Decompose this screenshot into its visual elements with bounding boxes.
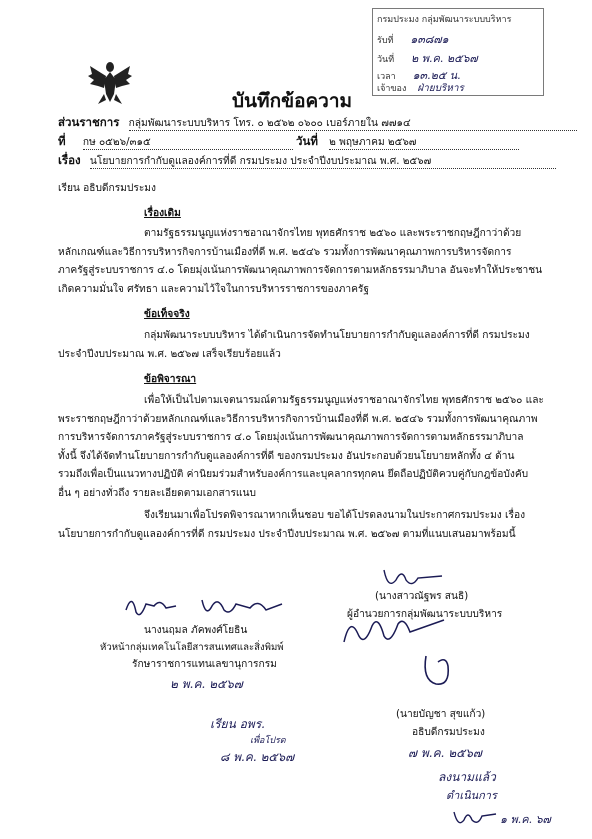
text-line: ทั้งนี้ จึงได้จัดทำนโยบายการกำกับดูแลองค์การที่ดี ของกรมประมง อันประกอบด้วยนโยบายหลักทั้ง ๔ ด้าน — [58, 450, 515, 462]
closing-text — [58, 507, 534, 544]
stamp-time-value: ๑๓.๒๕ น. — [412, 69, 461, 82]
note-left-date: ๘ พ.ค. ๒๕๖๗ — [220, 750, 295, 764]
left-signer-name: นางนฤมล ภัคพงศ์โยธิน — [144, 625, 248, 636]
dg-title: อธิบดีกรมประมง — [412, 727, 485, 738]
dg-name: (นายบัญชา สุขแก้ว) — [396, 709, 486, 720]
text-line: ภาครัฐสู่ระบบราชการ ๔.๐ โดยมุ่งเน้นการพัฒนาคุณภาพการจัดการตามหลักธรรมาภิบาล อันจะทำให้ประชาชน — [58, 265, 543, 276]
note-right-2: ดำเนินการ — [446, 789, 497, 802]
text-line: ประจำปีงบประมาณ พ.ศ. ๒๕๖๗ เสร็จเรียบร้อยแล้ว — [58, 348, 281, 360]
agency-label: ส่วนราชการ — [58, 115, 120, 129]
text-line: หลักเกณฑ์และวิธีการบริหารกิจการบ้านเมืองที่ดี พ.ศ. ๒๕๔๖ รวมทั้งการพัฒนาคุณภาพการบริหารจัดการ — [58, 246, 512, 258]
text-line: เกิดความมั่นใจ ศรัทธา และความไว้ใจในการบริหารราชการของภาครัฐ — [58, 283, 369, 295]
ref-label: ที่ — [58, 134, 66, 148]
stamp-recv-value: ๑๓๘๗๑ — [410, 33, 449, 46]
section-background-text — [58, 225, 543, 299]
stamp-time-label: เวลา — [377, 72, 396, 82]
note-right-date: ๑ พ.ค. ๖๗ — [500, 813, 551, 826]
subject-value: นโยบายการกำกับดูแลองค์การที่ดี กรมประมง ประจำปีงบประมาณ พ.ศ. ๒๕๖๗ — [90, 155, 556, 169]
stamp-owner-value: ฝ่ายบริหาร — [417, 83, 464, 94]
text-line: จึงเรียนมาเพื่อโปรดพิจารณาหากเห็นชอบ ขอได้โปรดลงนามในประกาศกรมประมง เรื่อง — [144, 510, 526, 521]
left-signer-title: หัวหน้ากลุ่มเทคโนโลยีสารสนเทศและสิ่งพิมพ์ — [100, 642, 284, 653]
text-line: ตามรัฐธรรมนูญแห่งราชอาณาจักรไทย พุทธศักราช ๒๕๖๐ และพระราชกฤษฎีกาว่าด้วย — [144, 228, 522, 239]
stamp-date-label: วันที่ — [377, 55, 395, 65]
section-consideration-heading: ข้อพิจารณา — [144, 374, 197, 385]
agency-value: กลุ่มพัฒนาระบบบริหาร โทร. ๐ ๒๕๖๒ ๐๖๐๐ เบอร์ภายใน ๗๗๑๔ — [129, 117, 577, 131]
stamp-recv-label: รับที่ — [377, 36, 394, 46]
receipt-stamp — [372, 8, 544, 96]
garuda-emblem — [86, 58, 134, 106]
signature-secretary — [120, 590, 290, 624]
memo-title: บันทึกข้อความ — [232, 90, 353, 112]
note-right-1: ลงนามแล้ว — [438, 770, 496, 784]
signature-deputy — [340, 612, 450, 652]
stamp-owner-label: เจ้าของ — [377, 84, 407, 94]
text-line: อื่น ๆ อย่างทั่วถึง รายละเอียดตามเอกสารแนบ — [58, 487, 256, 499]
dg-date: ๗ พ.ค. ๒๕๖๗ — [408, 746, 482, 760]
note-left-2: เพื่อโปรด — [250, 736, 286, 746]
salutation: เรียน อธิบดีกรมประมง — [58, 183, 156, 194]
text-line: รวมถึงเพื่อเป็นแนวทางปฏิบัติ ค่านิยมร่วมสำหรับองค์การและบุคลากรทุกคน ยึดถือปฏิบัติควบคู่กับกฎข้อบังคับ — [58, 469, 529, 480]
section-background-heading: เรื่องเดิม — [144, 208, 181, 219]
section-facts-heading: ข้อเท็จจริง — [144, 309, 190, 320]
right-signer-name: (นางสาวณัฐพร สนธิ) — [375, 591, 469, 602]
subject-label: เรื่อง — [58, 153, 81, 167]
stamp-date-value: ๒ พ.ค. ๒๕๖๗ — [411, 52, 478, 65]
section-facts-text — [58, 327, 534, 364]
date-value: ๒ พฤษภาคม ๒๕๖๗ — [329, 136, 519, 150]
right-signer-title: ผู้อำนวยการกลุ่มพัฒนาระบบบริหาร — [347, 609, 503, 620]
section-consideration-text — [58, 392, 544, 503]
text-line: กลุ่มพัฒนาระบบบริหาร ได้ดำเนินการจัดทำนโยบายการกำกับดูแลองค์การที่ดี กรมประมง — [144, 330, 530, 341]
note-left-1: เรียน อพร. — [210, 717, 265, 731]
stamp-agency: กรมประมง กลุ่มพัฒนาระบบบริหาร — [377, 15, 512, 25]
signature-director — [378, 562, 448, 592]
text-line: การบริหารจัดการภาครัฐสู่ระบบราชการ ๔.๐ โดยมุ่งเน้นการพัฒนาคุณภาพการจัดการตามหลักธรรมาภิบาล — [58, 432, 524, 443]
date-label: วันที่ — [296, 134, 318, 148]
text-line: นโยบายการกำกับดูแลองค์การที่ดี กรมประมง ประจำปีงบประมาณ พ.ศ. ๒๕๖๗ ตามที่แนบเสนอมาพร้อมนี้ — [58, 528, 516, 540]
signature-director-general — [418, 650, 458, 692]
text-line: เพื่อให้เป็นไปตามเจตนารมณ์ตามรัฐธรรมนูญแห่งราชอาณาจักรไทย พุทธศักราช ๒๕๖๐ และ — [144, 395, 544, 406]
signature-final — [450, 806, 500, 830]
left-signer-acting: รักษาราชการแทนเลขานุการกรม — [132, 659, 277, 670]
left-signer-date: ๒ พ.ค. ๒๕๖๗ — [170, 677, 243, 691]
text-line: พระราชกฤษฎีกาว่าด้วยหลักเกณฑ์และวิธีการบริหารกิจการบ้านเมืองที่ดี พ.ศ. ๒๕๔๖ รวมทั้งการพัฒนาคุณภาพ — [58, 413, 538, 425]
ref-value: กษ ๐๕๒๖/๓๑๕ — [83, 136, 293, 150]
